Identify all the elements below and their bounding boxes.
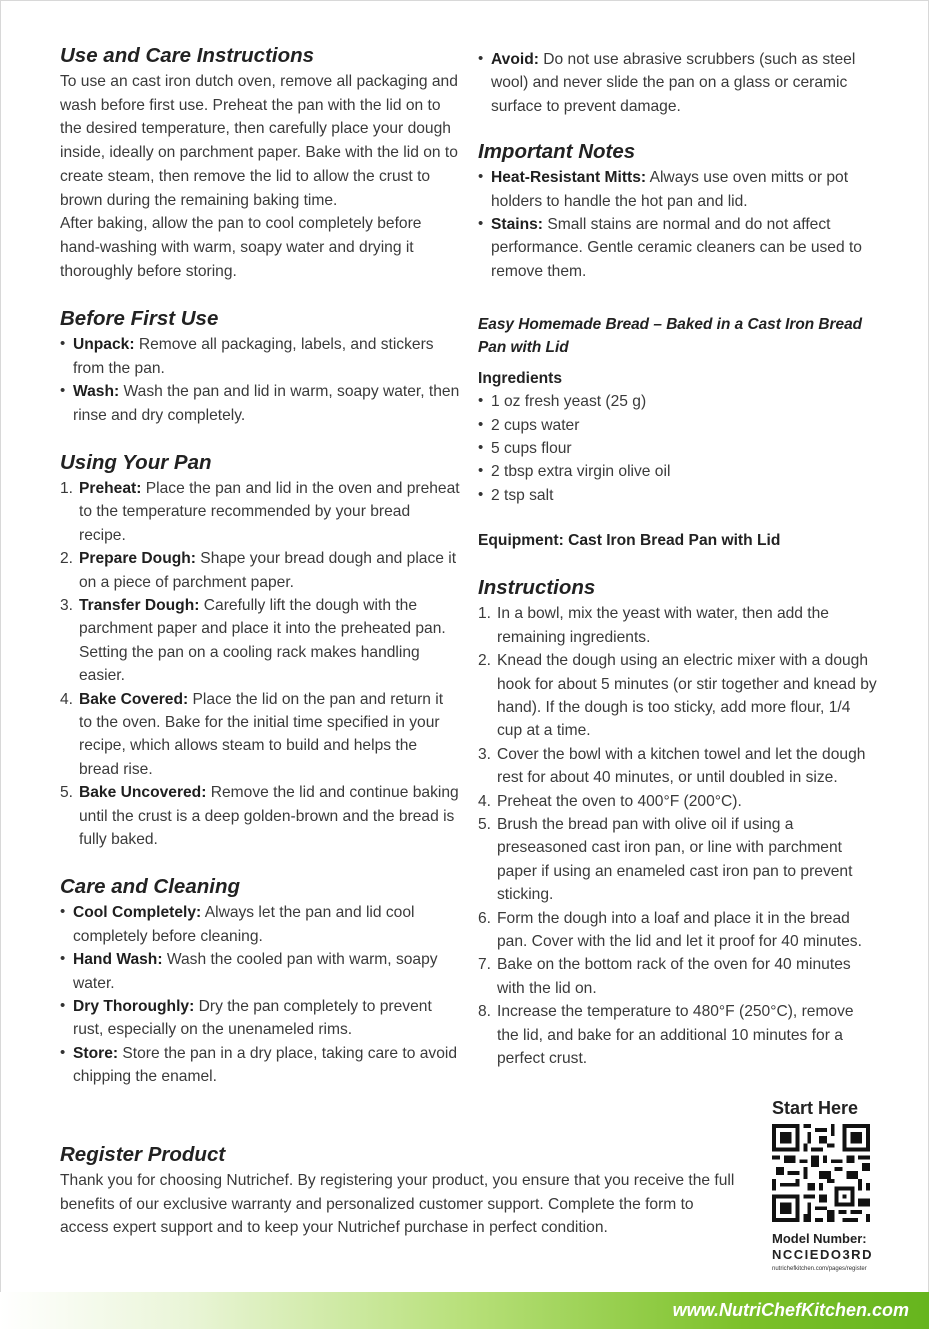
important-notes-section xyxy=(478,138,878,283)
care-cleaning-title: Care and Cleaning xyxy=(60,875,240,899)
item-label: Cool Completely: xyxy=(73,904,202,922)
item-label: Stains: xyxy=(491,216,543,234)
footer-website-link[interactable]: www.NutriChefKitchen.com xyxy=(672,1300,909,1320)
register-text: Thank you for choosing Nutrichef. By registering your product, you ensure that you receive the full benefits of our exclusive warranty and personalized customer support. Complete the form to access expert support and to keep your Nutrichef purchase in perfect condition. xyxy=(60,1172,735,1237)
ingredients-list xyxy=(478,390,878,507)
register-url[interactable]: nutrichefkitchen.com/pages/register xyxy=(772,1266,867,1272)
list-item xyxy=(60,995,460,1042)
item-text: Wash the cooled pan with warm, soapy water. xyxy=(73,951,438,992)
recipe-header xyxy=(478,313,878,359)
care-cleaning-list xyxy=(60,901,460,1088)
item-label: Dry Thoroughly: xyxy=(73,998,195,1016)
instructions-section xyxy=(478,574,878,1070)
use-care-paragraph-1: To use an cast iron dutch oven, remove all packaging and wash before first use. Preheat the pan with the lid on to the desired temperature, then carefully place your dough inside, ideally on parchment paper. Bake with the lid on to create steam, then remove the lid to allow the crust to brown during the remaining baking time. xyxy=(60,73,458,209)
item-number: 3. xyxy=(60,596,74,614)
item-label: Unpack: xyxy=(73,336,135,354)
using-pan-section xyxy=(60,449,460,852)
item-label: Preheat: xyxy=(79,479,142,497)
register-section xyxy=(60,1141,740,1240)
qr-code-icon[interactable] xyxy=(772,1124,870,1222)
item-text: Always let the pan and lid cool completely before cleaning. xyxy=(73,904,415,945)
item-text: Brush the bread pan with olive oil if using a preseasoned cast iron pan, or line with parchment paper if using an enameled cast iron pan to prevent sticking. xyxy=(497,815,853,904)
qr-title: Start Here xyxy=(772,1098,859,1118)
item-text: Carefully lift the dough with the parchment paper and place it into the preheated pan. Setting the pan on a cooling rack makes handling easier. xyxy=(79,596,446,685)
using-pan-title: Using Your Pan xyxy=(60,450,212,474)
item-text: Knead the dough using an electric mixer with a dough hook for about 5 minutes (or stir together and knead by hand). If the dough is too sticky, add more flour, 1/4 cup at a time. xyxy=(497,652,877,740)
list-item xyxy=(60,380,460,427)
item-text: Always use oven mitts or pot holders to handle the hot pan and lid. xyxy=(491,169,849,210)
before-first-use-section xyxy=(60,305,460,427)
item-number: 7. xyxy=(478,956,492,974)
list-item: • 2 tbsp extra virgin olive oil xyxy=(478,460,878,483)
list-item: • 1 oz fresh yeast (25 g) xyxy=(478,390,878,413)
list-item xyxy=(60,333,460,380)
list-item xyxy=(478,743,878,790)
list-item xyxy=(478,1000,878,1070)
item-label: Store: xyxy=(73,1044,119,1062)
equipment-section xyxy=(478,529,878,552)
list-item xyxy=(478,813,878,907)
list-item xyxy=(60,688,460,782)
use-care-paragraph-2: After baking, allow the pan to cool completely before hand-washing with warm, soapy water and drying it thoroughly before storing. xyxy=(60,215,422,280)
item-text: Cover the bowl with a kitchen towel and let the dough rest for about 40 minutes, or until doubled in size. xyxy=(497,745,866,787)
list-item xyxy=(478,166,878,213)
item-number: 4. xyxy=(478,792,492,810)
footer-bar xyxy=(0,1292,929,1329)
item-text: Remove the lid and continue baking until the crust is a deep golden-brown and the bread is fully baked. xyxy=(79,784,459,849)
item-text: Remove all packaging, labels, and stickers from the pan. xyxy=(73,336,434,377)
item-text: Place the lid on the pan and return it to the oven. Bake for the initial time specified in your recipe, which allows steam to build and helps the bread rise. xyxy=(79,690,444,778)
before-first-use-title: Before First Use xyxy=(60,307,219,331)
avoid-list xyxy=(478,48,878,118)
list-item: • 5 cups flour xyxy=(478,437,878,460)
item-text: Increase the temperature to 480°F (250°C), remove the lid, and bake for an additional 10 minutes for a perfect crust. xyxy=(497,1003,854,1067)
item-label: Bake Uncovered: xyxy=(79,784,207,802)
item-text: Store the pan in a dry place, taking care to avoid chipping the enamel. xyxy=(73,1044,457,1086)
item-number: 1. xyxy=(60,479,74,497)
item-number: 1. xyxy=(478,605,492,623)
list-item xyxy=(60,948,460,995)
list-item: • 2 tsp salt xyxy=(478,484,878,507)
ingredients-section xyxy=(478,367,878,507)
item-text: Do not use abrasive scrubbers (such as steel wool) and never slide the pan on a glass or ceramic surface to prevent damage. xyxy=(491,51,856,115)
item-text: Form the dough into a loaf and place it in the bread pan. Cover with the lid and let it proof for 40 minutes. xyxy=(497,909,862,950)
list-item xyxy=(478,907,878,954)
model-number-label: Model Number: xyxy=(772,1231,867,1246)
use-care-section xyxy=(60,42,460,283)
important-notes-list xyxy=(478,166,878,283)
list-item xyxy=(478,48,878,118)
list-item xyxy=(478,649,878,743)
item-text: Place the pan and lid in the oven and preheat to the temperature recommended by your bread recipe. xyxy=(79,479,460,544)
item-text: Small stains are normal and do not affect performance. Gentle ceramic cleaners can be used to remove them. xyxy=(491,216,862,280)
left-column xyxy=(60,42,460,1111)
item-label: Wash: xyxy=(73,383,120,401)
item-text: Wash the pan and lid in warm, soapy water, then rinse and dry completely. xyxy=(73,383,460,424)
use-care-title: Use and Care Instructions xyxy=(60,44,315,67)
item-label: Heat-Resistant Mitts: xyxy=(491,169,647,187)
right-column xyxy=(478,48,878,1092)
instructions-list xyxy=(478,602,878,1070)
qr-block xyxy=(772,1096,882,1273)
item-number: 4. xyxy=(60,690,74,708)
item-number: 2. xyxy=(478,652,492,670)
item-number: 2. xyxy=(60,550,74,568)
list-item xyxy=(478,953,878,1000)
item-number: 5. xyxy=(60,784,74,802)
item-text: Dry the pan completely to prevent rust, especially on the unenameled rims. xyxy=(73,998,432,1039)
list-item: • 2 cups water xyxy=(478,414,878,437)
item-number: 5. xyxy=(478,815,492,833)
item-text: Preheat the oven to 400°F (200°C). xyxy=(497,792,742,810)
list-item xyxy=(60,594,460,688)
equipment-line: Equipment: Cast Iron Bread Pan with Lid xyxy=(478,532,781,550)
item-number: 3. xyxy=(478,745,492,763)
list-item xyxy=(60,477,460,547)
list-item xyxy=(478,602,878,649)
item-label: Transfer Dough: xyxy=(79,596,200,614)
item-label: Bake Covered: xyxy=(79,690,189,708)
list-item xyxy=(60,901,460,948)
model-number: NCCIEDO3RD xyxy=(772,1247,873,1262)
before-first-use-list xyxy=(60,333,460,427)
list-item xyxy=(478,790,878,813)
list-item xyxy=(60,781,460,851)
instructions-title: Instructions xyxy=(478,576,596,600)
item-label: Avoid: xyxy=(491,51,539,68)
item-text: In a bowl, mix the yeast with water, then add the remaining ingredients. xyxy=(497,605,829,646)
using-pan-list xyxy=(60,477,460,852)
recipe-title: Easy Homemade Bread – Baked in a Cast Iron Bread Pan with Lid xyxy=(478,316,863,357)
list-item xyxy=(60,1042,460,1089)
important-notes-title: Important Notes xyxy=(478,140,636,164)
item-label: Hand Wash: xyxy=(73,951,163,969)
list-item xyxy=(60,547,460,594)
ingredients-title: Ingredients xyxy=(478,370,563,388)
list-item xyxy=(478,213,878,283)
avoid-section xyxy=(478,48,878,118)
care-cleaning-section xyxy=(60,873,460,1088)
register-title: Register Product xyxy=(60,1143,226,1166)
item-number: 6. xyxy=(478,909,492,927)
item-text: Shape your bread dough and place it on a piece of parchment paper. xyxy=(79,550,457,591)
item-label: Prepare Dough: xyxy=(79,550,196,568)
item-number: 8. xyxy=(478,1003,492,1021)
item-text: Bake on the bottom rack of the oven for 40 minutes with the lid on. xyxy=(497,956,851,997)
